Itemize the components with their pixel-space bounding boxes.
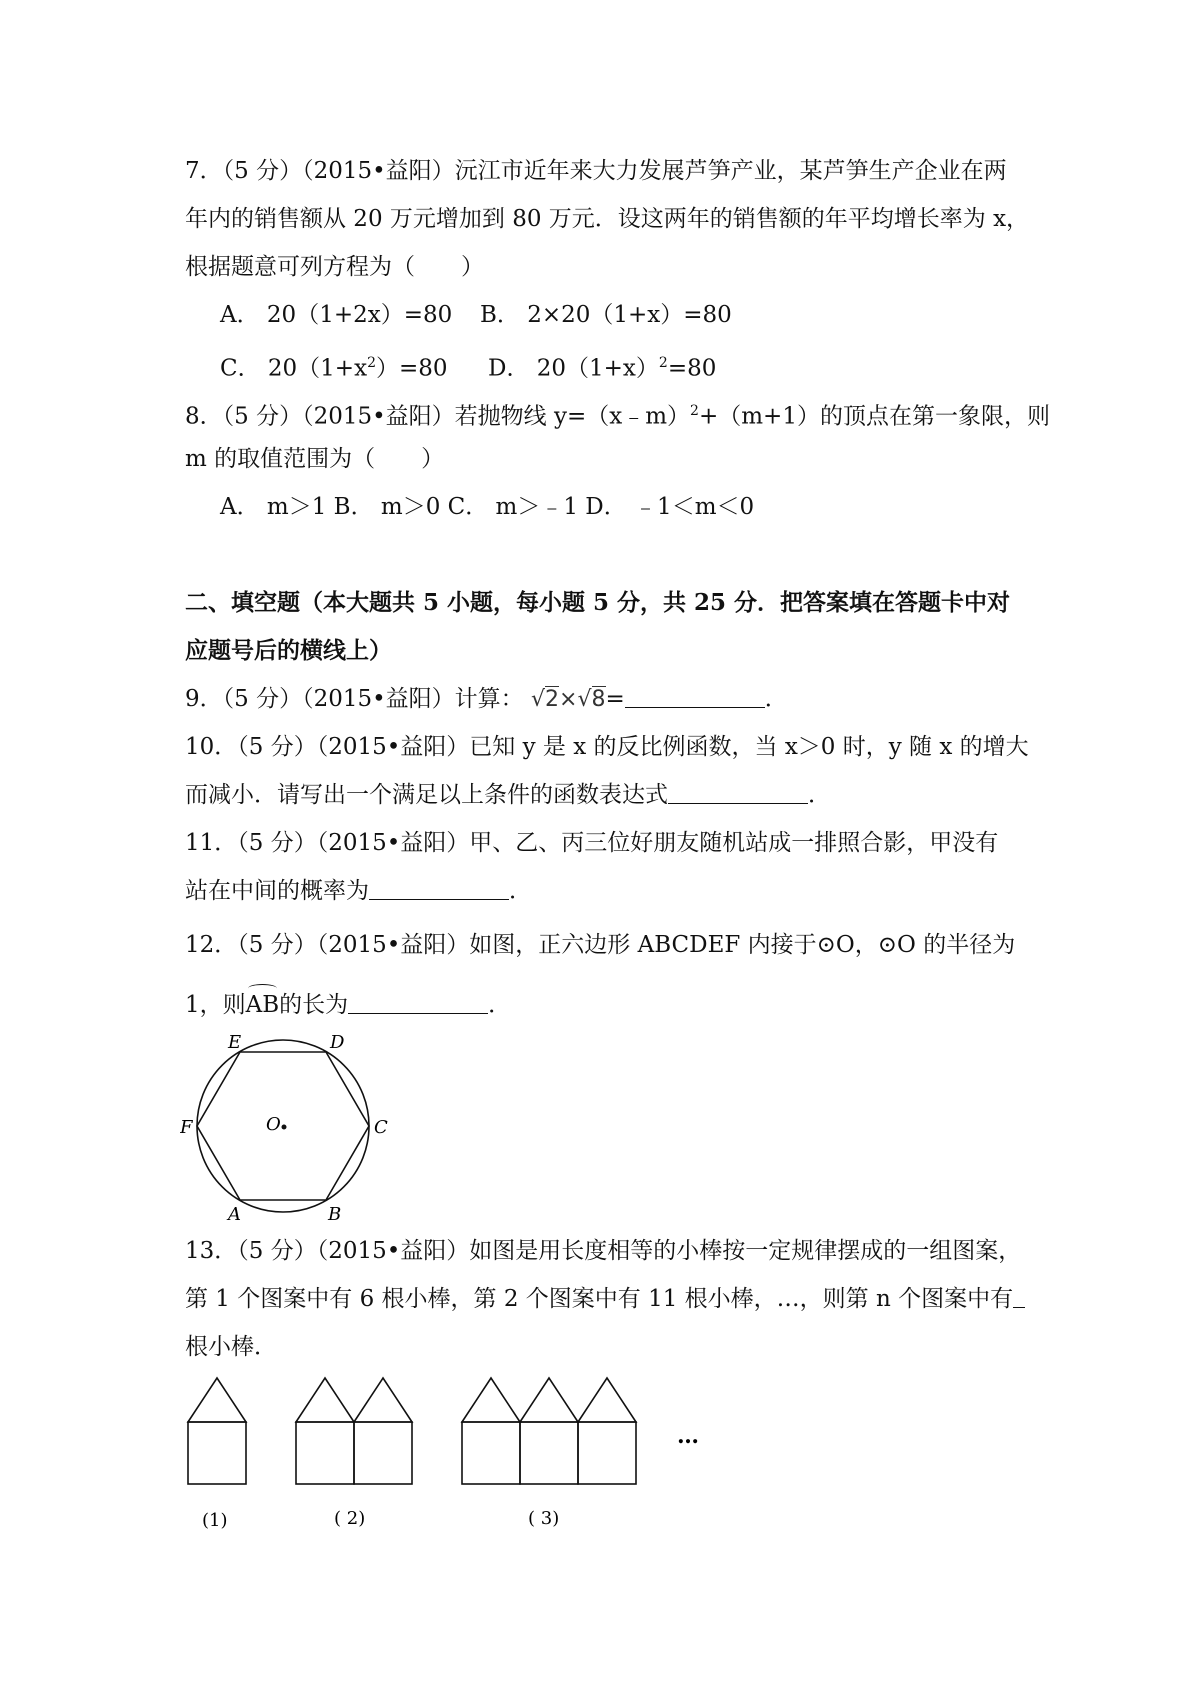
q11-line-2: 站在中间的概率为 ． bbox=[185, 878, 532, 904]
q7-line-3: 根据题意可列方程为（ ） bbox=[185, 254, 484, 280]
q10-line-1: 10．（5 分）（2015•益阳）已知 y 是 x 的反比例函数，当 x＞0 时，y 随 x 的增大 bbox=[185, 734, 1029, 760]
label-f: F bbox=[180, 1117, 193, 1138]
q11-line-1: 11．（5 分）（2015•益阳）甲、乙、丙三位好朋友随机站成一排照合影，甲没有 bbox=[185, 830, 999, 856]
pattern-label-3: ( 3) bbox=[528, 1508, 560, 1529]
q10-answer-blank bbox=[668, 781, 808, 804]
q8-options: A． m＞1 B． m＞0 C． m＞﹣1 D． ﹣1＜m＜0 bbox=[220, 494, 755, 520]
pattern-3 bbox=[462, 1378, 636, 1484]
label-d: D bbox=[330, 1032, 345, 1053]
pattern-label-2: ( 2) bbox=[334, 1508, 366, 1529]
pattern-2 bbox=[296, 1378, 412, 1484]
label-a: A bbox=[228, 1204, 241, 1220]
q13-answer-blank bbox=[1013, 1285, 1025, 1308]
center-point bbox=[282, 1125, 287, 1130]
q8-line-1: 8．（5 分）（2015•益阳）若抛物线 y=（x﹣m）$^2$+（m+1）的顶点在第一象限，则 bbox=[185, 403, 1050, 430]
ellipsis-dots: … bbox=[677, 1423, 699, 1449]
q11-answer-blank bbox=[369, 877, 509, 900]
label-e: E bbox=[228, 1032, 242, 1053]
q12-line-2: 1，则AB的长为 ． bbox=[185, 992, 512, 1018]
q7-option-b: B． 2×20（1+x）=80 bbox=[480, 302, 732, 328]
q12-line-1: 12．（5 分）（2015•益阳）如图，正六边形 ABCDEF 内接于⊙O，⊙O 的半径为 bbox=[185, 932, 1016, 958]
q7-option-a: A． 20（1+2x）=80 bbox=[220, 302, 453, 328]
section-2-heading-line-2: 应题号后的横线上） bbox=[185, 637, 392, 664]
q7-line-2: 年内的销售额从 20 万元增加到 80 万元．设这两年的销售额的年平均增长率为 x， bbox=[185, 206, 1030, 232]
q13-line-3: 根小棒． bbox=[185, 1334, 277, 1360]
q7-option-d: D． $20(1+x)^2=80$ bbox=[488, 355, 717, 382]
hexagon-circle-figure bbox=[180, 1030, 400, 1220]
stick-pattern-figure bbox=[180, 1370, 720, 1550]
section-2-heading-line-1: 二、填空题（本大题共 5 小题，每小题 5 分，共 25 分．把答案填在答题卡中对 bbox=[185, 589, 1011, 616]
q9-line: 9．（5 分）（2015•益阳）计算： √2×√8= ． bbox=[185, 686, 788, 712]
label-b: B bbox=[328, 1204, 342, 1220]
q12-answer-blank bbox=[348, 991, 488, 1014]
q9-sqrt-expression: √2×√8 bbox=[531, 687, 606, 712]
q13-line-2: 第 1 个图案中有 6 根小棒，第 2 个图案中有 11 根小棒，…，则第 n 个图案中有 bbox=[185, 1284, 1025, 1314]
q10-line-2: 而减小．请写出一个满足以上条件的函数表达式 ． bbox=[185, 782, 831, 808]
q9-answer-blank bbox=[625, 685, 765, 708]
label-c: C bbox=[374, 1117, 388, 1138]
pattern-label-1: (1) bbox=[202, 1510, 228, 1531]
q7-line-1: 7．（5 分）（2015•益阳）沅江市近年来大力发展芦笋产业，某芦笋生产企业在两 bbox=[185, 158, 1007, 184]
arc-ab-notation: AB bbox=[245, 992, 280, 1018]
q8-line-2: m 的取值范围为（ ） bbox=[185, 446, 445, 472]
pattern-1 bbox=[188, 1378, 246, 1484]
q13-line-1: 13．（5 分）（2015•益阳）如图是用长度相等的小棒按一定规律摆成的一组图案， bbox=[185, 1238, 1022, 1264]
label-o: O bbox=[266, 1114, 281, 1135]
q7-option-c: C． $20(1+x^2)=80$ bbox=[220, 355, 448, 382]
